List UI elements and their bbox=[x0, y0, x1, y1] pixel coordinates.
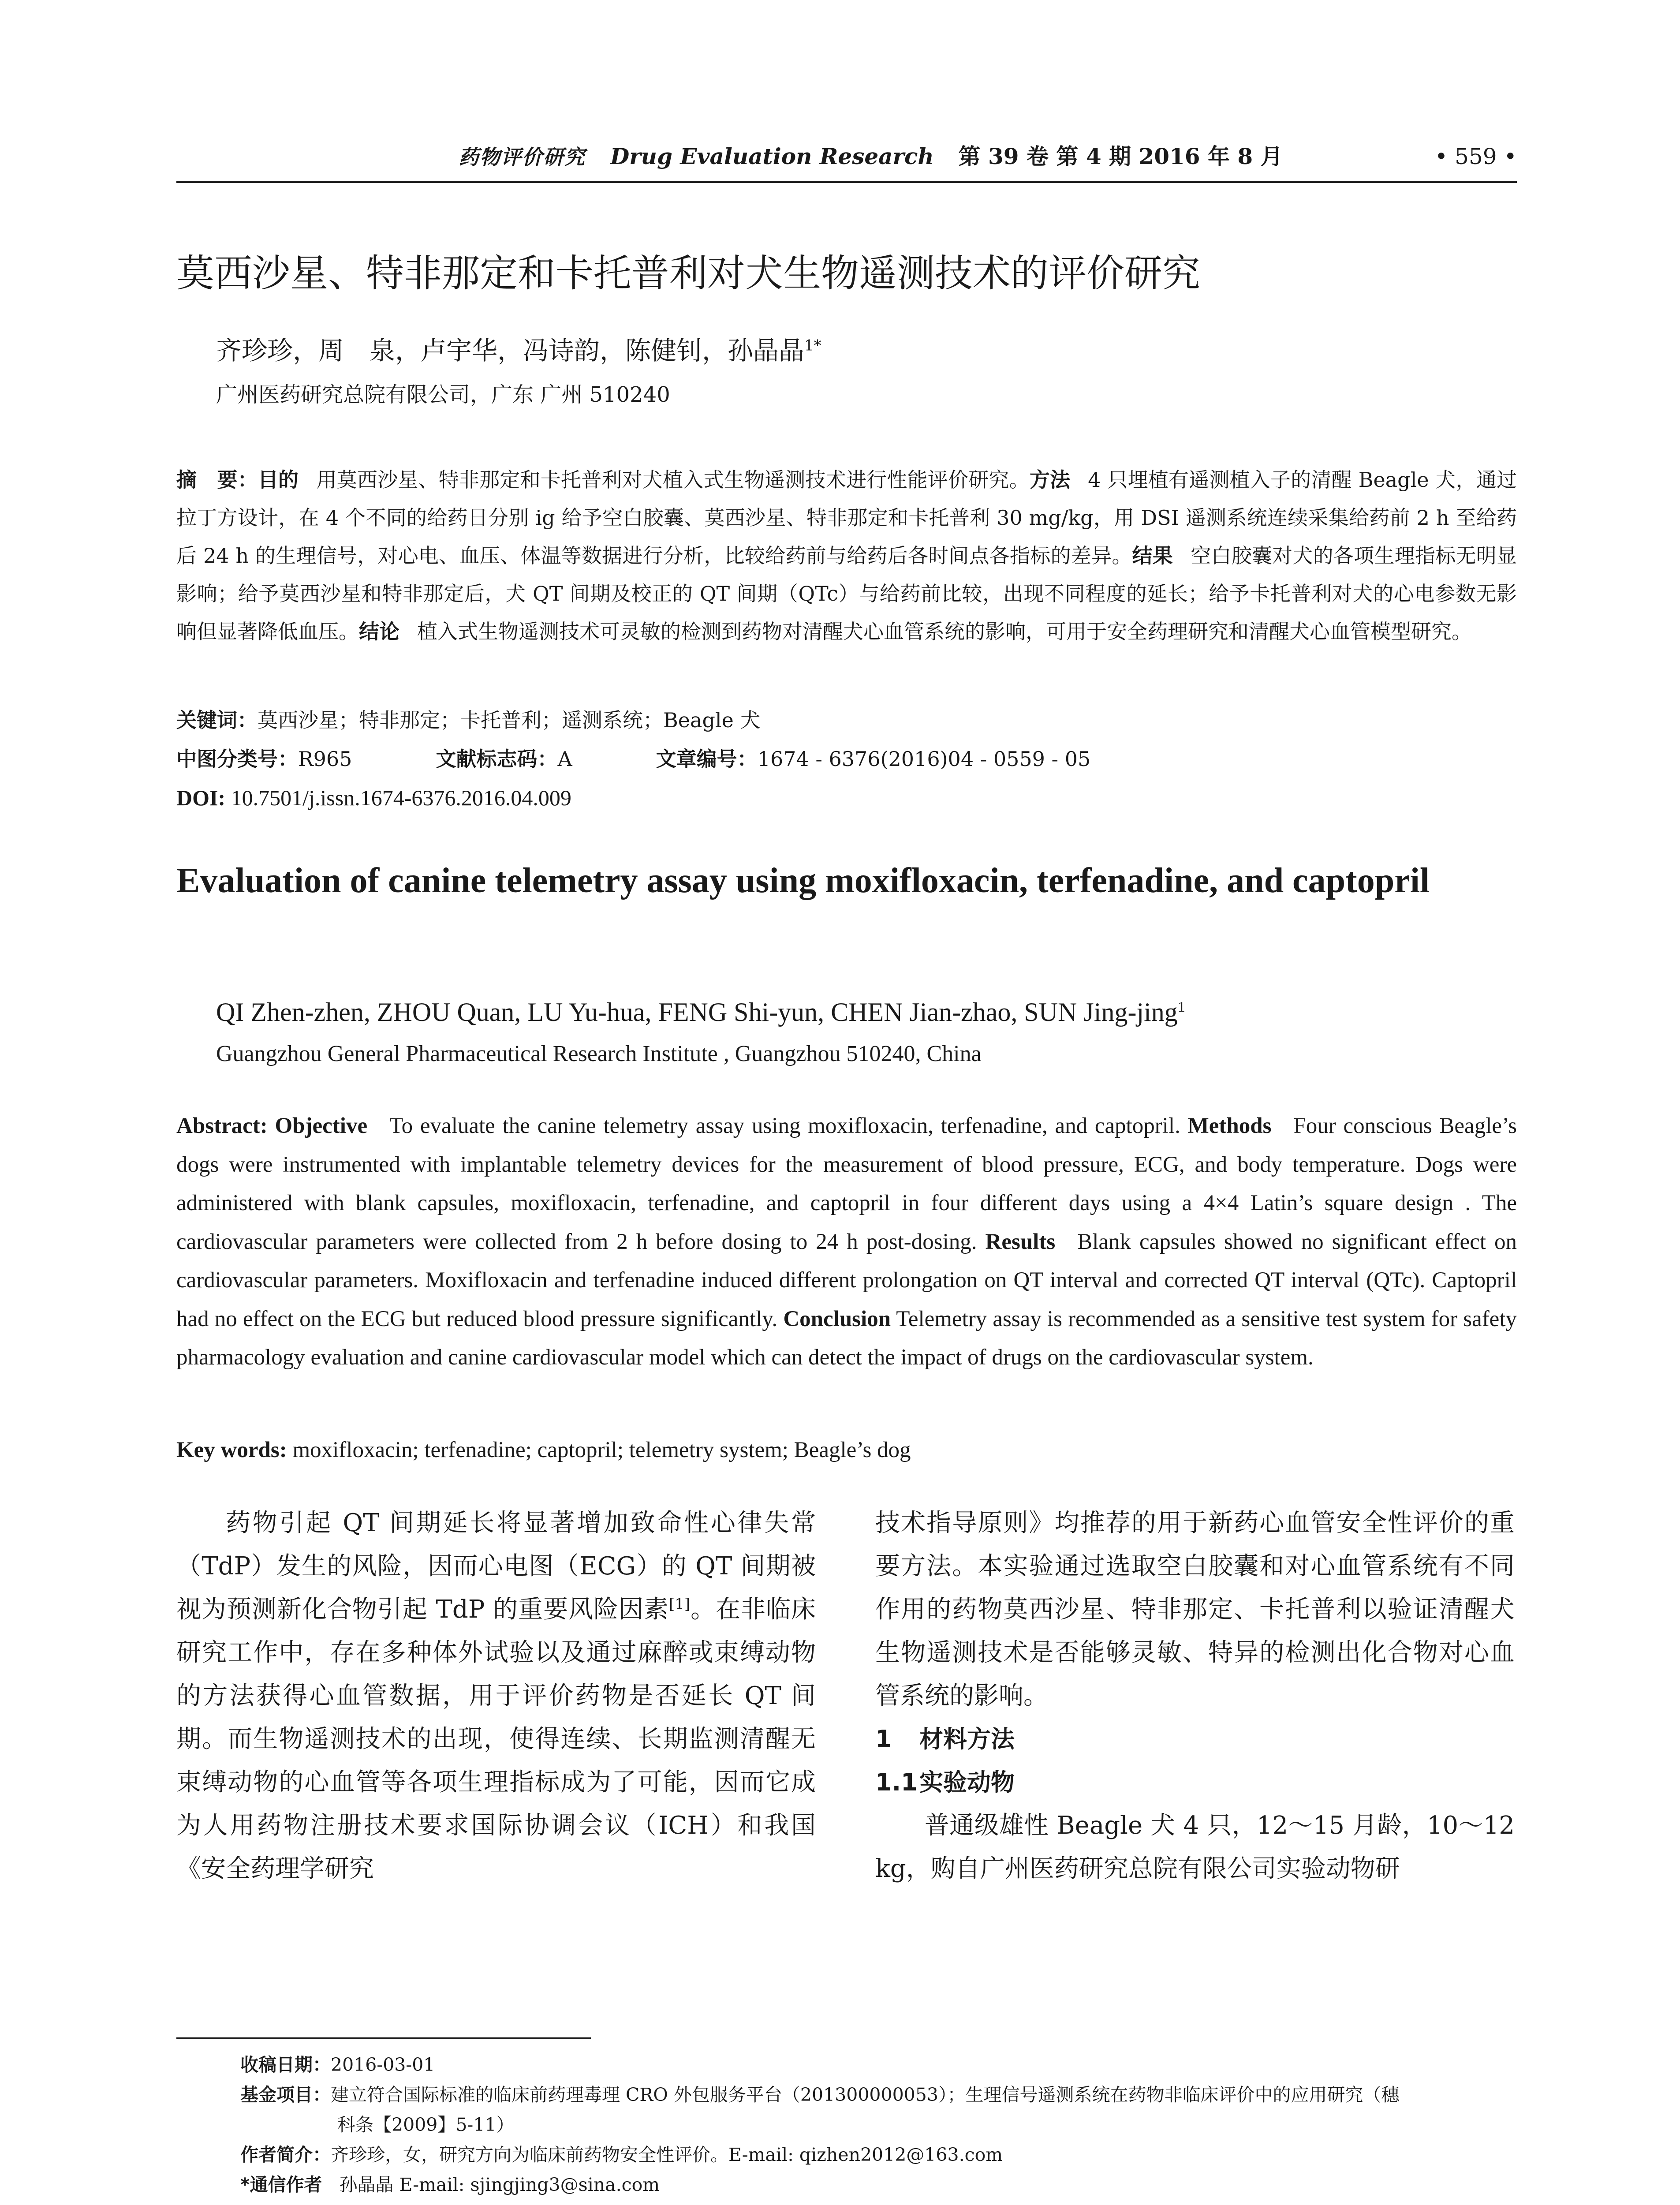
section-1-heading bbox=[875, 1718, 1515, 1761]
received-date: 2016-03-01 bbox=[331, 2054, 435, 2075]
section-1-number: 1 bbox=[875, 1725, 892, 1753]
footnote-divider bbox=[176, 2037, 591, 2039]
corresponding-label: *通信作者 bbox=[240, 2174, 322, 2195]
author-list-cn: 齐珍珍，周 泉，卢宇华，冯诗韵，陈健钊，孙晶晶 bbox=[216, 336, 805, 366]
fund-line-1: 建立符合国际标准的临床前药理毒理 CRO 外包服务平台（201300000053）；生理信号遥测系统在药物非临床评价中的应用研究（穗 bbox=[331, 2084, 1400, 2105]
animals-paragraph: 普通级雄性 Beagle 犬 4 只，12～15 月龄，10～12 kg，购自广州医药研究总院有限公司实验动物研 bbox=[875, 1811, 1515, 1883]
corresponding-author: 孙晶晶 E-mail: sjingjing3@sina.com bbox=[339, 2174, 660, 2195]
abstract-cn-label: 摘 要： bbox=[176, 468, 258, 492]
title-en: Evaluation of canine telemetry assay using moxifloxacin, terfenadine, and captopril bbox=[176, 861, 1430, 900]
footnote-fund-continued: 科条【2009】5-11） bbox=[337, 2114, 515, 2135]
abstract-en bbox=[176, 1107, 1517, 1377]
author-affil-mark-cn: 1* bbox=[804, 336, 821, 355]
authors-cn bbox=[216, 331, 821, 370]
section-1-title: 材料方法 bbox=[919, 1725, 1015, 1753]
results-en-label: Results bbox=[985, 1229, 1056, 1254]
doi-line bbox=[176, 779, 571, 817]
clc-value: R965 bbox=[298, 747, 352, 771]
footnotes bbox=[240, 2050, 1517, 2200]
results-en: Blank capsules showed no significant effect on cardiovascular parameters. Moxifloxacin and terfenadine induced different prolongation on QT interval and corrected QT interval (QTc). Captopril had no effect on the ECG but reduced blood pressure significantly. bbox=[176, 1229, 1517, 1331]
abstract-cn bbox=[176, 461, 1517, 650]
intro-text-b: 。在非临床研究工作中，存在多种体外试验以及通过麻醉或束缚动物的方法获得心血管数据，用于评价药物是否延长 QT 间期。而生物遥测技术的出现，使得连续、长期监测清醒无束缚动物的心血管等各项生理指标成为了可能，因而它成为人用药物注册技术要求国际协调会议（ICH）和我国《安全药理学研究 bbox=[176, 1595, 816, 1883]
article-no-label: 文章编号： bbox=[656, 747, 758, 771]
author-bio: 齐珍珍，女，研究方向为临床前药物安全性评价。E-mail: qizhen2012@163.com bbox=[331, 2144, 1003, 2165]
intro-continued: 技术指导原则》均推荐的用于新药心血管安全性评价的重要方法。本实验通过选取空白胶囊和对心血管系统有不同作用的药物莫西沙星、特非那定、卡托普利以验证清醒犬生物遥测技术是否能够灵敏、特异的检测出化合物对心血管系统的影响。 bbox=[875, 1509, 1515, 1710]
conclusion-en-label: Conclusion bbox=[783, 1306, 891, 1331]
methods-en: Four conscious Beagle’s dogs were instrumented with implantable telemetry devices for the measurement of blood pressure, ECG, and body temperature. Dogs were administered with blank capsules, moxifloxacin, terfenadine, and captopril in four different days using a 4×4 Latin’s square design . The cardiovascular parameters were collected from 2 h before dosing to 24 h post-dosing. bbox=[176, 1114, 1517, 1254]
keywords-en-value: moxifloxacin; terfenadine; captopril; telemetry system; Beagle’s dog bbox=[292, 1438, 911, 1462]
affiliation-en: Guangzhou General Pharmaceutical Research Institute , Guangzhou 510240, China bbox=[216, 1041, 982, 1066]
received-label: 收稿日期： bbox=[240, 2054, 331, 2075]
results-cn: 空白胶囊对犬的各项生理指标无明显影响；给予莫西沙星和特非那定后，犬 QT 间期及校正的 QT 间期（QTc）与给药前比较，出现不同程度的延长；给予卡托普利对犬的心电参数无影响但显著降低血压。 bbox=[176, 544, 1517, 643]
journal-name-cn: 药物评价研究 bbox=[459, 145, 586, 169]
keywords-en bbox=[176, 1431, 911, 1469]
conclusion-en: Telemetry assay is recommended as a sensitive test system for safety pharmacology evaluation and canine cardiovascular model which can detect the impact of drugs on the cardiovascular system. bbox=[176, 1306, 1517, 1370]
journal-name-en: Drug Evaluation Research bbox=[610, 143, 934, 169]
conclusion-cn: 植入式生物遥测技术可灵敏的检测到药物对清醒犬心血管系统的影响，可用于安全药理研究和清醒犬心血管模型研究。 bbox=[417, 620, 1472, 643]
objective-cn: 用莫西沙星、特非那定和卡托普利对犬植入式生物遥测技术进行性能评价研究。 bbox=[316, 468, 1030, 492]
authors-en bbox=[216, 992, 1185, 1032]
results-cn-label: 结果 bbox=[1132, 544, 1173, 568]
keywords-en-label: Key words: bbox=[176, 1438, 287, 1462]
doi-value: 10.7501/j.issn.1674-6376.2016.04.009 bbox=[231, 785, 571, 810]
keywords-cn bbox=[176, 701, 760, 739]
body-column-right bbox=[875, 1502, 1515, 1891]
conclusion-cn-label: 结论 bbox=[359, 620, 399, 643]
doi-label: DOI: bbox=[176, 785, 226, 810]
affiliation-cn: 广州医药研究总院有限公司，广东 广州 510240 bbox=[216, 382, 670, 407]
author-bio-label: 作者简介： bbox=[240, 2144, 331, 2165]
methods-cn: 4 只埋植有遥测植入子的清醒 Beagle 犬，通过拉丁方设计，在 4 个不同的给药日分别 ig 给予空白胶囊、莫西沙星、特非那定和卡托普利 30 mg/kg，用 DSI 遥测系统连续采集给药前 2 h 至给药后 24 h 的生理信号，对心电、血压、体温等数据进行分析，比较给药前与给药后各时间点各指标的差异。 bbox=[176, 468, 1517, 568]
objective-cn-label: 目的 bbox=[258, 468, 299, 492]
classification-line bbox=[176, 740, 1090, 778]
running-header bbox=[176, 132, 1517, 183]
doc-code-value: A bbox=[557, 747, 572, 771]
doc-code-label: 文献标志码： bbox=[436, 747, 558, 771]
author-list-en: QI Zhen-zhen, ZHOU Quan, LU Yu-hua, FENG Shi-yun, CHEN Jian-zhao, SUN Jing-jing bbox=[216, 998, 1178, 1027]
clc-label: 中图分类号： bbox=[176, 747, 298, 771]
methods-cn-label: 方法 bbox=[1029, 468, 1071, 492]
objective-en-label: Objective bbox=[275, 1114, 368, 1138]
footnote-author bbox=[240, 2140, 1517, 2170]
section-1-1-number: 1.1 bbox=[875, 1768, 918, 1796]
section-1-1-title: 实验动物 bbox=[919, 1768, 1015, 1796]
section-1-1-heading bbox=[875, 1761, 1515, 1804]
footnote-corresponding bbox=[240, 2170, 1517, 2200]
abstract-en-label: Abstract: bbox=[176, 1114, 268, 1138]
footnote-received bbox=[240, 2050, 1517, 2080]
issue-info: 第 39 卷 第 4 期 2016 年 8 月 bbox=[958, 143, 1283, 169]
title-cn: 莫西沙星、特非那定和卡托普利对犬生物遥测技术的评价研究 bbox=[176, 251, 1200, 295]
header-journal-info bbox=[459, 132, 1283, 181]
article-no-value: 1674 - 6376(2016)04 - 0559 - 05 bbox=[757, 747, 1091, 771]
intro-text-a: 药物引起 QT 间期延长将显著增加致命性心律失常（TdP）发生的风险，因而心电图（ECG）的 QT 间期被视为预测新化合物引起 TdP 的重要风险因素 bbox=[176, 1509, 816, 1624]
methods-en-label: Methods bbox=[1187, 1114, 1272, 1138]
citation-ref-1[interactable]: [1] bbox=[668, 1595, 691, 1613]
author-affil-mark-en: 1 bbox=[1177, 999, 1185, 1015]
objective-en: To evaluate the canine telemetry assay using moxifloxacin, terfenadine, and captopril. bbox=[389, 1114, 1180, 1138]
intro-paragraph bbox=[176, 1502, 816, 1891]
page-number: • 559 • bbox=[1434, 144, 1517, 169]
body-column-left bbox=[176, 1502, 816, 1891]
fund-label: 基金项目： bbox=[240, 2084, 331, 2105]
keywords-cn-value: 莫西沙星；特非那定；卡托普利；遥测系统；Beagle 犬 bbox=[258, 708, 761, 732]
footnote-fund bbox=[240, 2080, 1517, 2110]
keywords-cn-label: 关键词： bbox=[176, 708, 258, 732]
